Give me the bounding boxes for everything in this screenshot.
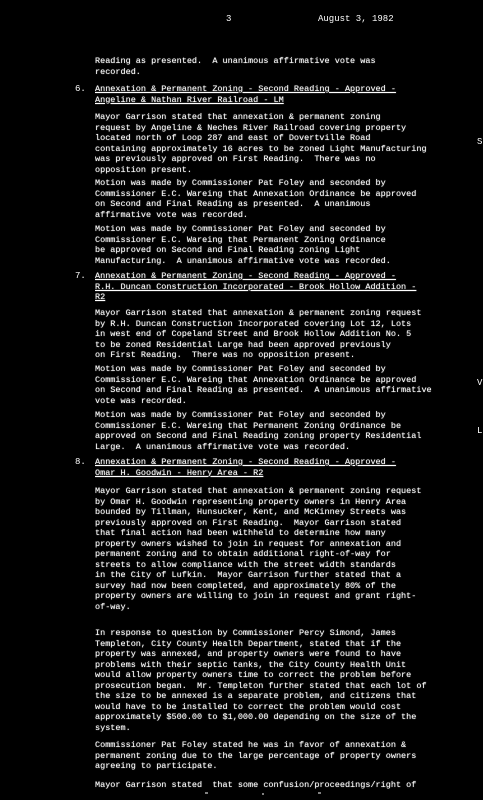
item-7-paragraph-2: Motion was made by Commissioner Pat Foley and seconded by Commissioner E.C. Wareing that Annexation Ordinance be approved on Second and Final Reading as presented. A unanimous affirmative vote was recorded. (95, 364, 432, 406)
item-7-paragraph-1: Mayor Garrison stated that annexation & permanent zoning request by R.H. Duncan Construction Incorporated covering Lot 12, Lots in west end of Copeland Street and Brook Hollow Addition No. 5 to be zoned Residential Large had been approved previously on First Reading. There was no opposition present. (95, 308, 422, 360)
scan-speck (318, 792, 321, 794)
item-6-paragraph-1: Mayor Garrison stated that annexation & permanent zoning request by Angeline & Neches River Railroad covering property located north of Loop 287 and east of Dovertville Road containing approximately 16 acres to be zoned Light Manufacturing was previously approved on First Reading. There was no opposition present. (95, 112, 427, 175)
scan-speck (262, 793, 264, 795)
item-6-number: 6. (75, 84, 86, 94)
intro-text: Reading as presented. A unanimous affirmative vote was recorded. (95, 56, 376, 77)
margin-mark: V (477, 378, 483, 388)
item-7-number: 7. (75, 271, 86, 281)
margin-mark: L (477, 426, 483, 436)
scan-speck (205, 792, 208, 794)
item-6-heading: Annexation & Permanent Zoning - Second Reading - Approved - Angeline & Nathan River Railroad - LM (95, 84, 396, 105)
margin-mark: S (477, 137, 483, 147)
item-8-paragraph-1: Mayor Garrison stated that annexation & permanent zoning request by Omar H. Goodwin representing property owners in Henry Area bounded by Tillman, Hunsucker, Kent, and McKinney Streets was previously approved on First Reading. Mayor Garrison stated that final action had been withheld to determine how many property owners wished to join in request for annexation and permanent zoning and to obtain additional right-of-way for streets to allow compliance with the street width standards in the City of Lufkin. Mayor Garrison further stated that a survey had now been completed, and approximately 80% of the property owners are willing to join in request and grant right- of-way. (95, 486, 422, 612)
item-7-paragraph-3: Motion was made by Commissioner Pat Foley and seconded by Commissioner E.C. Wareing that Permanent Zoning Ordinance be approved on Second and Final Reading zoning property Residential Large. A unanimous affirmative vote was recorded. (95, 410, 422, 452)
page-number: 3 (226, 14, 232, 24)
item-8-number: 8. (75, 457, 86, 467)
item-8-paragraph-3: Commissioner Pat Foley stated he was in favor of annexation & permanent zoning due to the large percentage of property owners agreeing to participate. (95, 740, 417, 771)
item-6-paragraph-2: Motion was made by Commissioner Pat Foley and seconded by Commissioner E.C. Wareing that Annexation Ordinance be approved on Second and Final Reading as presented. A unanimous affirmative vote was recorded. (95, 178, 417, 220)
item-8-paragraph-2: In response to question by Commissioner Percy Simond, James Templeton, City County Health Department, stated that if the property was annexed, and property owners were found to have problems with their septic tanks, the City County Health Unit would allow property owners time to correct the problem before prosecution began. Mr. Templeton further stated that each lot of the size to be annexed is a separate problem, and citizens that would have to be installed to correct the problem would cost approximately $500.00 to $1,000.00 depending on the size of the system. (95, 628, 427, 733)
item-7-heading: Annexation & Permanent Zoning - Second Reading - Approved - R.H. Duncan Construction Incorporated - Brook Hollow Addition - R2 (95, 271, 417, 302)
item-8-heading: Annexation & Permanent Zoning - Second Reading - Approved - Omar H. Goodwin - Henry Area - R2 (95, 457, 396, 478)
item-6-paragraph-3: Motion was made by Commissioner Pat Foley and seconded by Commissioner E.C. Wareing that Permanent Zoning Ordinance be approved on Second and Final Reading zoning Light Manufacturing. A unanimous affirmative vote was recorded. (95, 224, 391, 266)
page-date: August 3, 1982 (318, 14, 394, 24)
item-8-paragraph-4: Mayor Garrison stated that some confusion/proceedings/right of (95, 780, 417, 790)
